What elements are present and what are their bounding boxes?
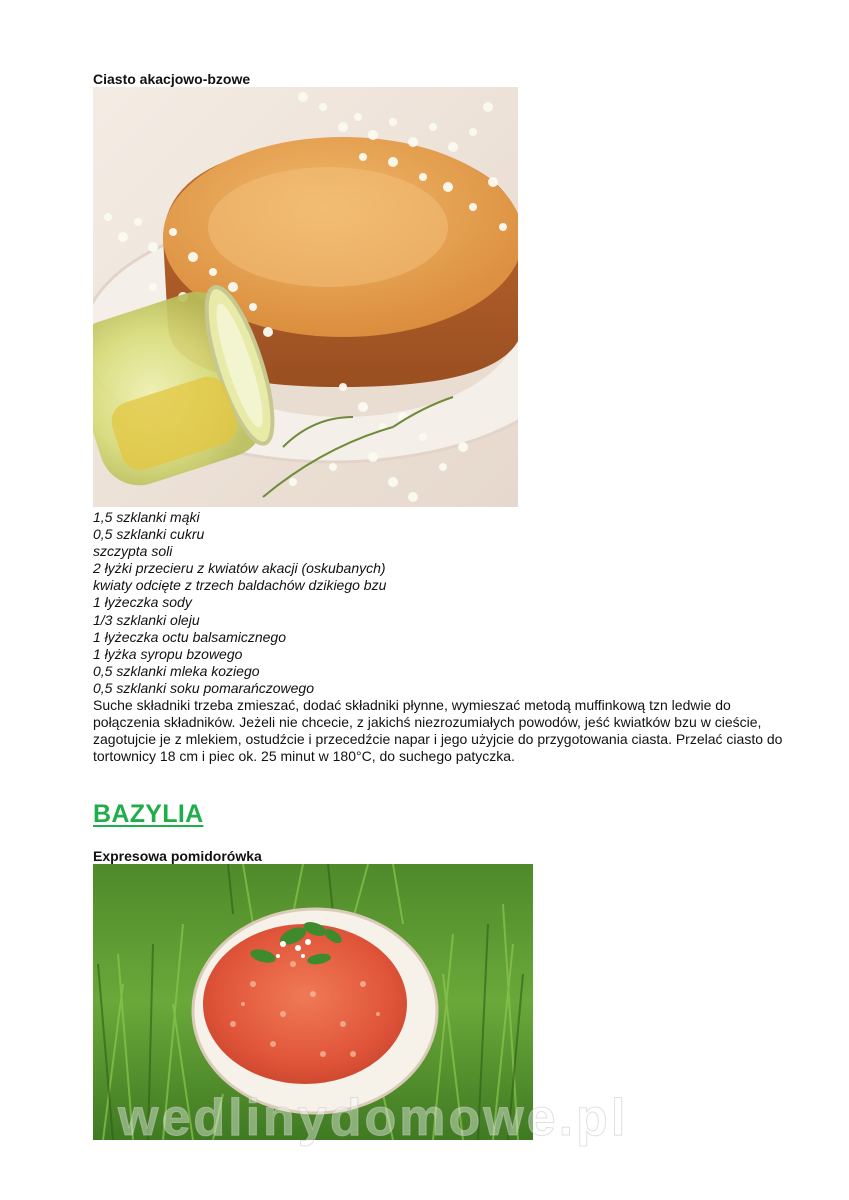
ingredient-item: 0,5 szklanki cukru: [93, 526, 205, 543]
ingredients-list: [93, 509, 386, 697]
ingredient-item: 2 łyżki przecieru z kwiatów akacji (oskubanych): [93, 560, 386, 577]
cake-photo: [93, 87, 518, 507]
soup-photo: [93, 864, 533, 1140]
ingredient-item: kwiaty odcięte z trzech baldachów dzikiego bzu: [93, 577, 387, 594]
ingredient-item: 1 łyżeczka sody: [93, 594, 192, 611]
cake-photo-illustration: [93, 87, 518, 507]
recipe-title-cake: Ciasto akacjowo-bzowe: [93, 71, 251, 87]
ingredient-item: 1 łyżeczka octu balsamicznego: [93, 628, 286, 645]
ingredient-item: 1 łyżka syropu bzowego: [93, 645, 243, 662]
ingredient-item: 0,5 szklanki soku pomarańczowego: [93, 679, 315, 696]
recipe-title-soup: Expresowa pomidorówka: [93, 848, 262, 864]
watermark-text: wedlinydomowe.pl: [118, 1089, 629, 1147]
ingredient-item: 1,5 szklanki mąki: [93, 509, 200, 525]
section-heading-bazylia[interactable]: BAZYLIA: [93, 800, 204, 828]
ingredient-item: szczypta soli: [93, 543, 173, 560]
ingredient-item: 0,5 szklanki mleka koziego: [93, 662, 260, 679]
recipe-instructions: Suche składniki trzeba zmieszać, dodać składniki płynne, wymieszać metodą muffinkową tzn ledwie do połączenia składników. Jeżeli nie chcecie, z jakichś niezrozumiałych powodów, jeść kwiatków bzu w cieście, zagotujcie je z mlekiem, ostudźcie i przecedźcie napar i jego użyjcie do przygotowania ciasta. Przelać ciasto do tortownicy 18 cm i piec ok. 25 minut w 180°C, do suchego patyczka.: [93, 697, 783, 765]
ingredient-item: 1/3 szklanki oleju: [93, 611, 200, 628]
soup-photo-illustration: [93, 864, 533, 1140]
